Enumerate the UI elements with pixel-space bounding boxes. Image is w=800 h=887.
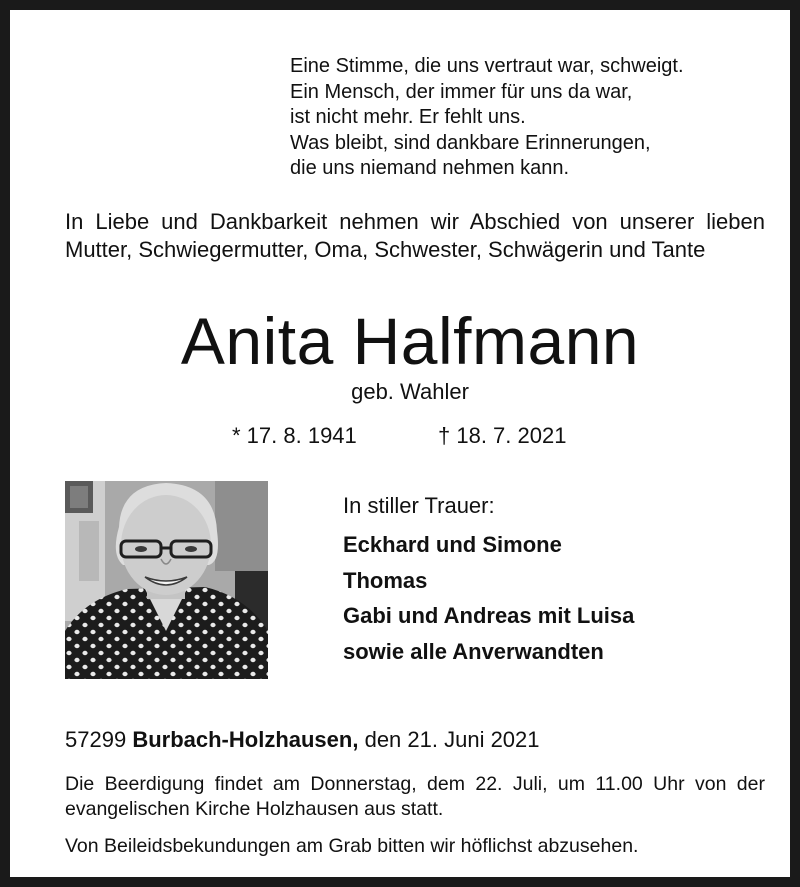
poem-line: ist nicht mehr. Er fehlt uns.	[290, 106, 526, 128]
notice-date: den 21. Juni 2021	[364, 727, 540, 752]
place-name: Burbach-Holzhausen,	[132, 727, 359, 752]
portrait-photo	[65, 481, 268, 679]
memorial-poem	[290, 54, 770, 182]
condolence-note: Von Beileidsbekundungen am Grab bitten wir höflichst abzusehen.	[65, 835, 639, 857]
postal-code: 57299	[65, 727, 127, 752]
mourners-list	[343, 527, 634, 669]
deceased-name: Anita Halfmann	[180, 304, 640, 378]
birth-date: * 17. 8. 1941	[232, 423, 357, 448]
death-date: † 18. 7. 2021	[438, 423, 567, 448]
mourner-entry: sowie alle Anverwandten	[343, 638, 604, 664]
poem-line: Was bleibt, sind dankbare Erinnerungen,	[290, 131, 651, 154]
poem-line: Ein Mensch, der immer für uns da war,	[290, 80, 633, 103]
poem-line: Eine Stimme, die uns vertraut war, schweigt.	[290, 55, 684, 77]
place-date-line	[65, 726, 540, 754]
maiden-name: geb. Wahler	[351, 379, 469, 404]
mourner-entry: Thomas	[343, 567, 428, 593]
mourner-entry: Gabi und Andreas mit Luisa	[343, 603, 635, 628]
mourning-heading: In stiller Trauer:	[343, 493, 495, 518]
mourner-entry: Eckhard und Simone	[343, 532, 562, 557]
funeral-info: Die Beerdigung findet am Donnerstag, dem 22. Juli, um 11.00 Uhr von der evangelischen Kirche Holzhausen aus statt.	[65, 773, 765, 820]
farewell-intro: In Liebe und Dankbarkeit nehmen wir Abschied von unserer lieben Mutter, Schwiegermutter, Oma, Schwester, Schwägerin und Tante	[65, 209, 765, 262]
poem-line: die uns niemand nehmen kann.	[290, 157, 570, 179]
